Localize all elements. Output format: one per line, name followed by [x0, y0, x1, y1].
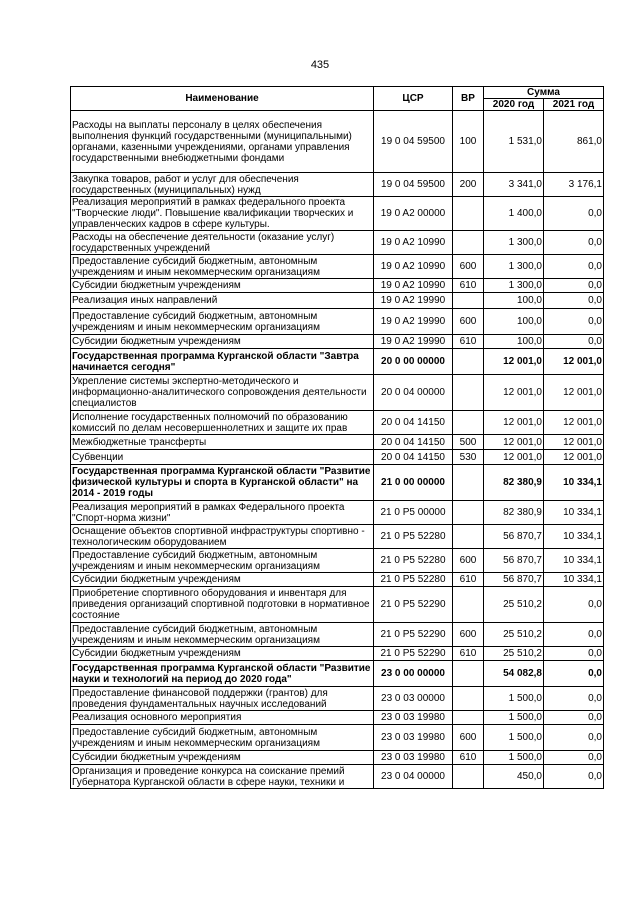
row-csr: 20 0 04 14150: [374, 450, 453, 465]
row-sum-2021: 0,0: [544, 335, 604, 349]
table-row: [71, 549, 604, 573]
table-row: [71, 411, 604, 435]
row-sum-2020: 1 300,0: [484, 231, 544, 255]
row-name: Расходы на выплаты персоналу в целях обеспечения выполнения функций государственными (муниципальными) органами, казенными учреждениями, органами управления государственными внебюджетными фондами: [71, 111, 374, 173]
row-name: Закупка товаров, работ и услуг для обеспечения государственных (муниципальных) нужд: [71, 173, 374, 197]
row-sum-2020: 82 380,9: [484, 465, 544, 501]
row-vr: [453, 711, 484, 725]
table-row: [71, 687, 604, 711]
header-year-2021: 2021 год: [544, 99, 604, 111]
row-name: Субсидии бюджетным учреждениям: [71, 647, 374, 661]
row-sum-2020: 1 300,0: [484, 279, 544, 293]
row-sum-2021: 10 334,1: [544, 525, 604, 549]
row-vr: [453, 587, 484, 623]
row-csr: 21 0 P5 52290: [374, 587, 453, 623]
table-row: [71, 375, 604, 411]
row-vr: 610: [453, 335, 484, 349]
row-vr: [453, 661, 484, 687]
row-csr: 19 0 A2 10990: [374, 231, 453, 255]
row-sum-2021: 0,0: [544, 293, 604, 309]
row-sum-2021: 10 334,1: [544, 573, 604, 587]
row-vr: 610: [453, 751, 484, 765]
row-name: Государственная программа Курганской области "Развитие науки и технологий на период до 2020 года": [71, 661, 374, 687]
row-sum-2021: 12 001,0: [544, 411, 604, 435]
row-vr: 600: [453, 725, 484, 751]
row-name: Приобретение спортивного оборудования и инвентаря для приведения организаций спортивной подготовки в нормативное состояние: [71, 587, 374, 623]
row-sum-2020: 12 001,0: [484, 349, 544, 375]
row-csr: 21 0 P5 52280: [374, 525, 453, 549]
row-csr: 19 0 04 59500: [374, 111, 453, 173]
page-number: 435: [310, 59, 330, 71]
row-csr: 23 0 03 19980: [374, 725, 453, 751]
row-name: Субвенции: [71, 450, 374, 465]
row-csr: 23 0 00 00000: [374, 661, 453, 687]
row-sum-2021: 0,0: [544, 197, 604, 231]
header-year-2020: 2020 год: [484, 99, 544, 111]
row-vr: [453, 465, 484, 501]
row-csr: 19 0 A2 19990: [374, 335, 453, 349]
row-name: Предоставление субсидий бюджетным, автономным учреждениям и иным некоммерческим организациям: [71, 309, 374, 335]
row-name: Реализация иных направлений: [71, 293, 374, 309]
table-row: [71, 465, 604, 501]
header-csr: ЦСР: [374, 87, 453, 111]
row-vr: 600: [453, 309, 484, 335]
row-vr: [453, 501, 484, 525]
row-sum-2020: 56 870,7: [484, 573, 544, 587]
table-row: [71, 623, 604, 647]
table-row: [71, 661, 604, 687]
row-sum-2020: 12 001,0: [484, 411, 544, 435]
row-sum-2020: 3 341,0: [484, 173, 544, 197]
row-vr: [453, 349, 484, 375]
row-vr: [453, 293, 484, 309]
row-vr: [453, 231, 484, 255]
row-sum-2021: 12 001,0: [544, 349, 604, 375]
table-row: [71, 450, 604, 465]
row-name: Предоставление субсидий бюджетным, автономным учреждениям и иным некоммерческим организациям: [71, 623, 374, 647]
row-csr: 21 0 P5 52280: [374, 573, 453, 587]
table-row: [71, 349, 604, 375]
row-sum-2021: 0,0: [544, 765, 604, 789]
row-csr: 21 0 P5 52290: [374, 623, 453, 647]
row-name: Предоставление субсидий бюджетным, автономным учреждениям и иным некоммерческим организациям: [71, 255, 374, 279]
row-sum-2020: 450,0: [484, 765, 544, 789]
table-row: [71, 765, 604, 789]
row-csr: 19 0 A2 19990: [374, 293, 453, 309]
row-sum-2020: 100,0: [484, 335, 544, 349]
row-sum-2021: 12 001,0: [544, 435, 604, 450]
row-csr: 19 0 04 59500: [374, 173, 453, 197]
row-name: Реализация основного мероприятия: [71, 711, 374, 725]
row-vr: 600: [453, 623, 484, 647]
row-sum-2021: 10 334,1: [544, 465, 604, 501]
row-sum-2020: 100,0: [484, 293, 544, 309]
row-name: Субсидии бюджетным учреждениям: [71, 751, 374, 765]
row-sum-2020: 12 001,0: [484, 375, 544, 411]
row-csr: 19 0 A2 00000: [374, 197, 453, 231]
table-row: [71, 501, 604, 525]
row-sum-2021: 0,0: [544, 587, 604, 623]
row-sum-2021: 0,0: [544, 751, 604, 765]
row-sum-2020: 1 400,0: [484, 197, 544, 231]
row-vr: 200: [453, 173, 484, 197]
row-vr: 100: [453, 111, 484, 173]
row-vr: [453, 375, 484, 411]
table-row: [71, 111, 604, 173]
budget-table: [70, 86, 604, 789]
table-row: [71, 751, 604, 765]
row-sum-2021: 12 001,0: [544, 450, 604, 465]
row-name: Государственная программа Курганской области "Завтра начинается сегодня": [71, 349, 374, 375]
row-name: Субсидии бюджетным учреждениям: [71, 279, 374, 293]
row-csr: 19 0 A2 10990: [374, 279, 453, 293]
table-row: [71, 173, 604, 197]
header-sum: Сумма: [484, 87, 604, 99]
row-name: Расходы на обеспечение деятельности (оказание услуг) государственных учреждений: [71, 231, 374, 255]
row-sum-2020: 1 500,0: [484, 711, 544, 725]
row-csr: 21 0 P5 00000: [374, 501, 453, 525]
row-vr: [453, 687, 484, 711]
row-sum-2021: 861,0: [544, 111, 604, 173]
row-sum-2021: 0,0: [544, 725, 604, 751]
row-csr: 20 0 00 00000: [374, 349, 453, 375]
row-sum-2020: 25 510,2: [484, 647, 544, 661]
row-name: Исполнение государственных полномочий по образованию комиссий по делам несовершеннолетних и защите их прав: [71, 411, 374, 435]
row-vr: 610: [453, 573, 484, 587]
row-vr: 600: [453, 255, 484, 279]
row-sum-2021: 10 334,1: [544, 501, 604, 525]
row-csr: 20 0 04 00000: [374, 375, 453, 411]
row-vr: [453, 525, 484, 549]
row-sum-2021: 0,0: [544, 309, 604, 335]
row-sum-2020: 54 082,8: [484, 661, 544, 687]
row-sum-2020: 1 300,0: [484, 255, 544, 279]
row-csr: 20 0 04 14150: [374, 435, 453, 450]
row-name: Оснащение объектов спортивной инфраструктуры спортивно - технологическим оборудованием: [71, 525, 374, 549]
row-name: Государственная программа Курганской области "Развитие физической культуры и спорта в Курганской области" на 2014 - 2019 годы: [71, 465, 374, 501]
table-row: [71, 197, 604, 231]
table-row: [71, 335, 604, 349]
row-csr: 19 0 A2 10990: [374, 255, 453, 279]
row-vr: [453, 411, 484, 435]
row-sum-2021: 0,0: [544, 687, 604, 711]
header-name: Наименование: [71, 87, 374, 111]
table-row: [71, 587, 604, 623]
row-name: Реализация мероприятий в рамках федерального проекта "Творческие люди". Повышение квалификации творческих и управленческих кадров в сфере культуры.: [71, 197, 374, 231]
row-name: Предоставление субсидий бюджетным, автономным учреждениям и иным некоммерческим организациям: [71, 549, 374, 573]
row-vr: 530: [453, 450, 484, 465]
row-sum-2020: 1 500,0: [484, 687, 544, 711]
row-csr: 20 0 04 14150: [374, 411, 453, 435]
header-vr: ВР: [453, 87, 484, 111]
row-vr: 500: [453, 435, 484, 450]
table-row: [71, 231, 604, 255]
table-header: [71, 87, 604, 111]
row-vr: 600: [453, 549, 484, 573]
row-sum-2021: 0,0: [544, 231, 604, 255]
row-sum-2021: 0,0: [544, 647, 604, 661]
row-name: Предоставление субсидий бюджетным, автономным учреждениям и иным некоммерческим организациям: [71, 725, 374, 751]
row-vr: [453, 765, 484, 789]
table-body: [71, 111, 604, 789]
table-row: [71, 573, 604, 587]
row-sum-2021: 0,0: [544, 623, 604, 647]
row-sum-2020: 56 870,7: [484, 525, 544, 549]
row-sum-2020: 12 001,0: [484, 450, 544, 465]
row-sum-2020: 25 510,2: [484, 623, 544, 647]
row-sum-2020: 100,0: [484, 309, 544, 335]
row-name: Субсидии бюджетным учреждениям: [71, 573, 374, 587]
table-row: [71, 711, 604, 725]
table-row: [71, 435, 604, 450]
row-sum-2020: 56 870,7: [484, 549, 544, 573]
row-sum-2020: 1 531,0: [484, 111, 544, 173]
row-csr: 23 0 03 19980: [374, 751, 453, 765]
row-csr: 21 0 P5 52290: [374, 647, 453, 661]
row-csr: 21 0 00 00000: [374, 465, 453, 501]
row-csr: 19 0 A2 19990: [374, 309, 453, 335]
row-sum-2020: 1 500,0: [484, 751, 544, 765]
table-row: [71, 725, 604, 751]
row-name: Укрепление системы экспертно-методического и информационно-аналитического сопровождения деятельности специалистов: [71, 375, 374, 411]
row-sum-2020: 25 510,2: [484, 587, 544, 623]
row-name: Организация и проведение конкурса на соискание премий Губернатора Курганской области в сфере науки, техники и: [71, 765, 374, 789]
row-csr: 21 0 P5 52280: [374, 549, 453, 573]
row-csr: 23 0 03 19980: [374, 711, 453, 725]
table-row: [71, 255, 604, 279]
row-sum-2021: 0,0: [544, 711, 604, 725]
row-name: Межбюджетные трансферты: [71, 435, 374, 450]
row-sum-2020: 12 001,0: [484, 435, 544, 450]
row-vr: [453, 197, 484, 231]
row-vr: 610: [453, 647, 484, 661]
table-row: [71, 647, 604, 661]
row-sum-2021: 12 001,0: [544, 375, 604, 411]
row-sum-2021: 10 334,1: [544, 549, 604, 573]
row-name: Предоставление финансовой поддержки (грантов) для проведения фундаментальных научных исследований: [71, 687, 374, 711]
row-csr: 23 0 03 00000: [374, 687, 453, 711]
row-sum-2021: 0,0: [544, 255, 604, 279]
row-sum-2021: 3 176,1: [544, 173, 604, 197]
row-sum-2021: 0,0: [544, 279, 604, 293]
row-sum-2020: 1 500,0: [484, 725, 544, 751]
row-name: Субсидии бюджетным учреждениям: [71, 335, 374, 349]
row-csr: 23 0 04 00000: [374, 765, 453, 789]
table-row: [71, 279, 604, 293]
row-sum-2020: 82 380,9: [484, 501, 544, 525]
row-name: Реализация мероприятий в рамках Федерального проекта "Спорт-норма жизни": [71, 501, 374, 525]
table-row: [71, 525, 604, 549]
table-row: [71, 309, 604, 335]
row-vr: 610: [453, 279, 484, 293]
row-sum-2021: 0,0: [544, 661, 604, 687]
table-row: [71, 293, 604, 309]
